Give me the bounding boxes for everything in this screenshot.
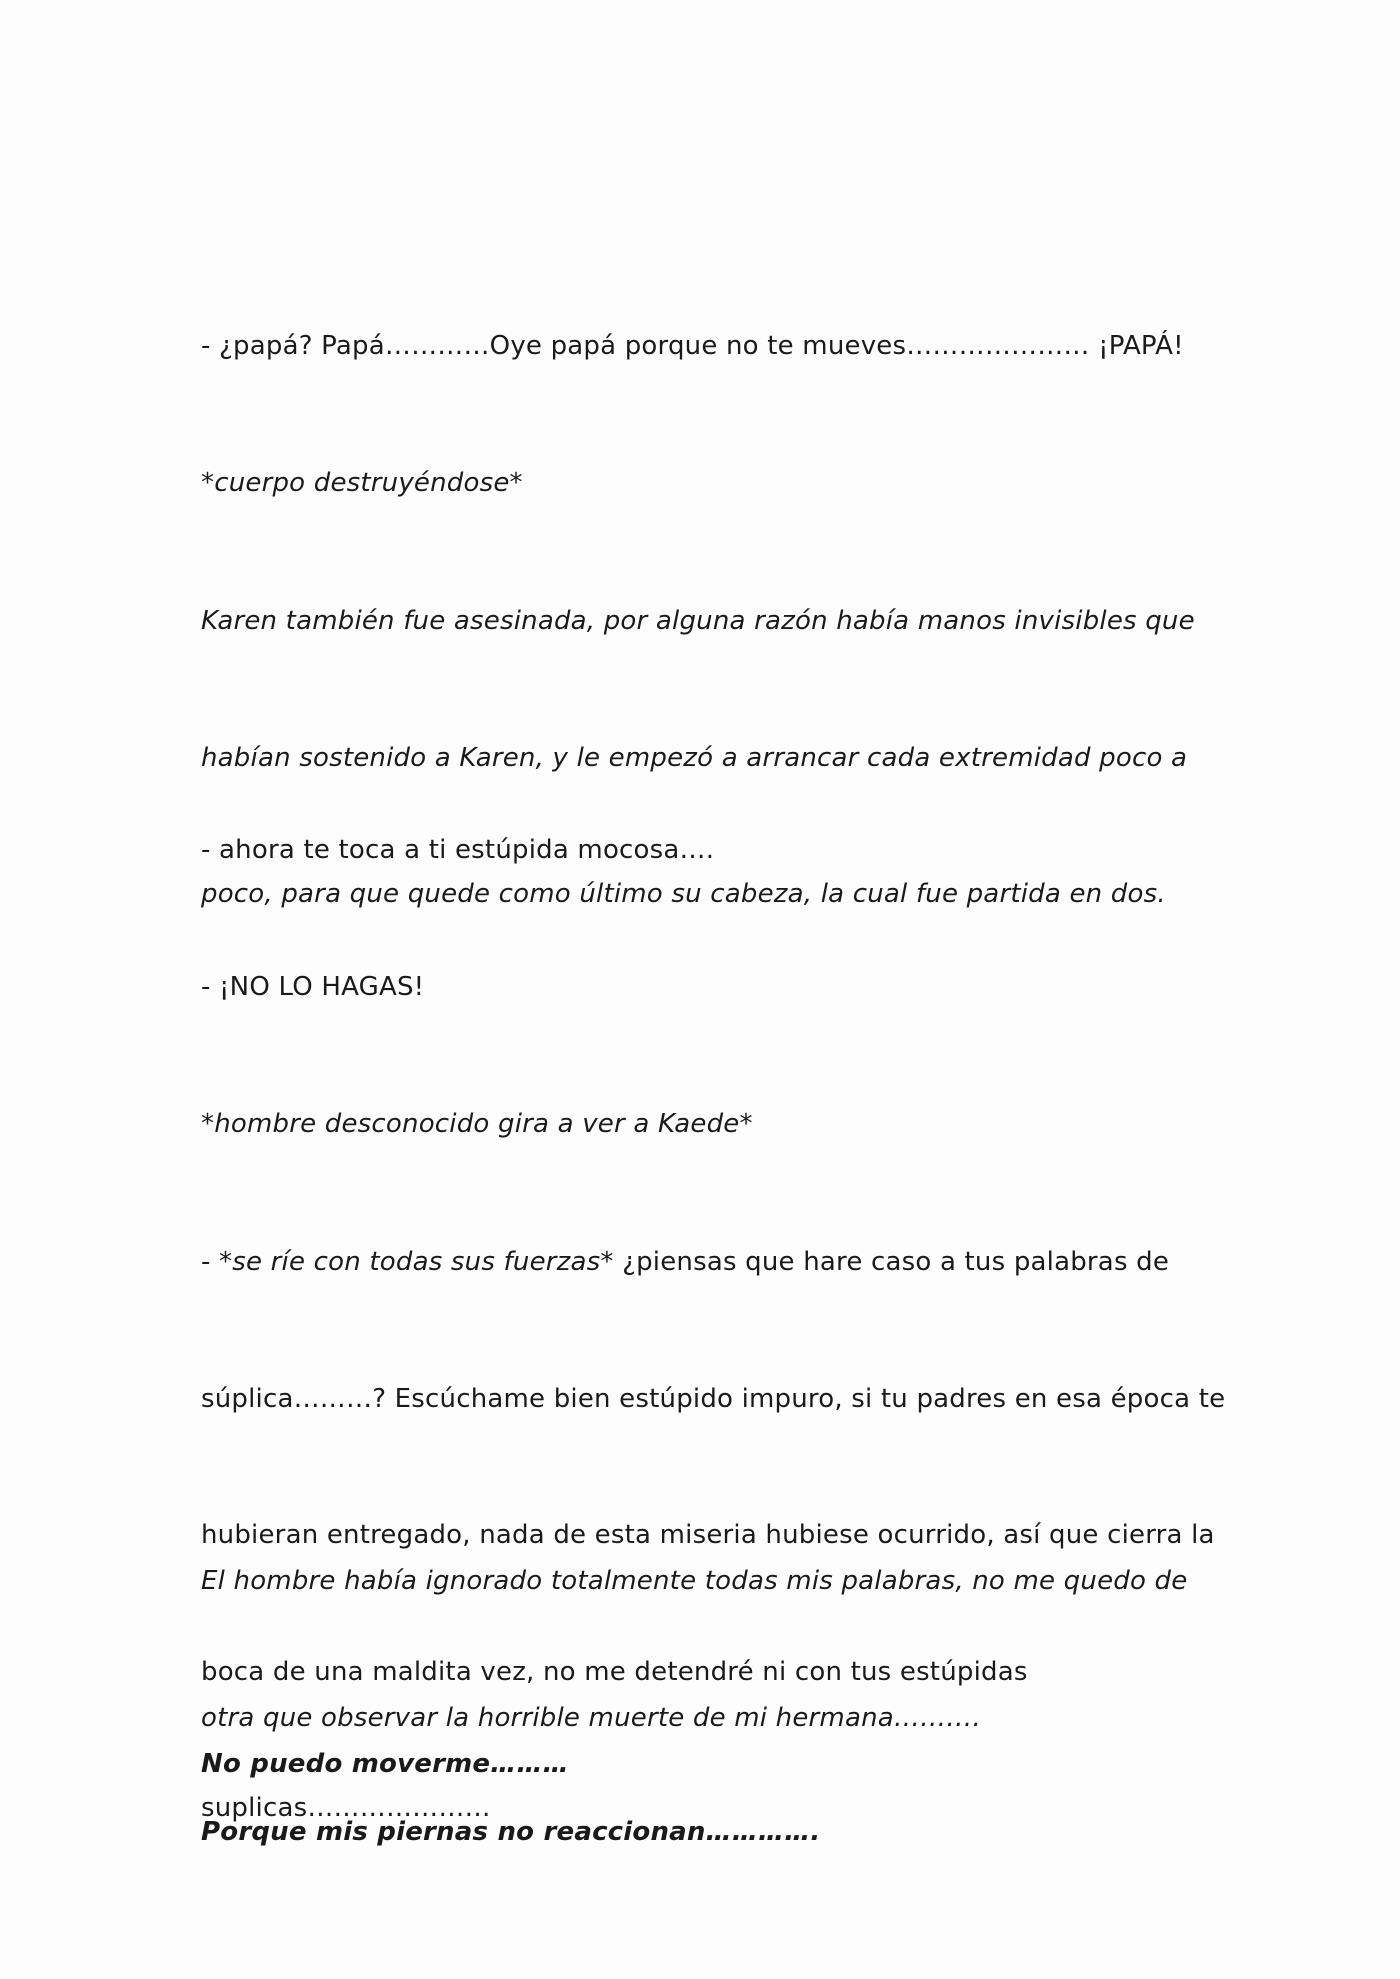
text-line: - ¿papá? Papá…………Oye papá porque no te mueves………………… ¡PAPÁ! <box>201 331 1184 361</box>
text-line: Karen también fue asesinada, por alguna razón había manos invisibles que <box>201 606 1195 636</box>
text-line: otra que observar la horrible muerte de mi hermana………. <box>201 1702 981 1733</box>
dash: - <box>201 1247 220 1277</box>
text-line: boca de una maldita vez, no me detendré ni con tus estúpidas <box>201 1656 1028 1687</box>
laugh-speech: ¿piensas que hare caso a tus palabras de <box>613 1247 1170 1277</box>
text-line: súplica………? Escúchame bien estúpido impuro, si tu padres en esa época te <box>201 1383 1226 1414</box>
text-line-first <box>201 1240 1211 1286</box>
text-line: suplicas………………… <box>201 1793 491 1823</box>
text-line: hubieran entregado, nada de esta miseria hubiese ocurrido, así que cierra la <box>201 1520 1215 1550</box>
inner-thought-legs <box>201 1719 1211 1947</box>
text-line: *hombre desconocido gira a ver a Kaede* <box>201 1109 753 1139</box>
text-line: No puedo moverme……… <box>201 1749 569 1779</box>
text-line: El hombre había ignorado totalmente todas mis palabras, no me quedo de <box>201 1566 1188 1596</box>
text-line: - ahora te toca a ti estúpida mocosa…. <box>201 835 715 865</box>
text-line: Porque mis piernas no reaccionan…………. <box>201 1817 821 1847</box>
text-line: habían sostenido a Karen, y le empezó a arrancar cada extremidad poco a <box>201 742 1188 773</box>
laugh-action: *se ríe con todas sus fuerzas* <box>219 1247 614 1277</box>
text-line: *cuerpo destruyéndose* <box>201 468 523 498</box>
text-line: - ¡NO LO HAGAS! <box>201 972 425 1002</box>
text-line: poco, para que quede como último su cabeza, la cual fue partida en dos. <box>201 879 1166 909</box>
